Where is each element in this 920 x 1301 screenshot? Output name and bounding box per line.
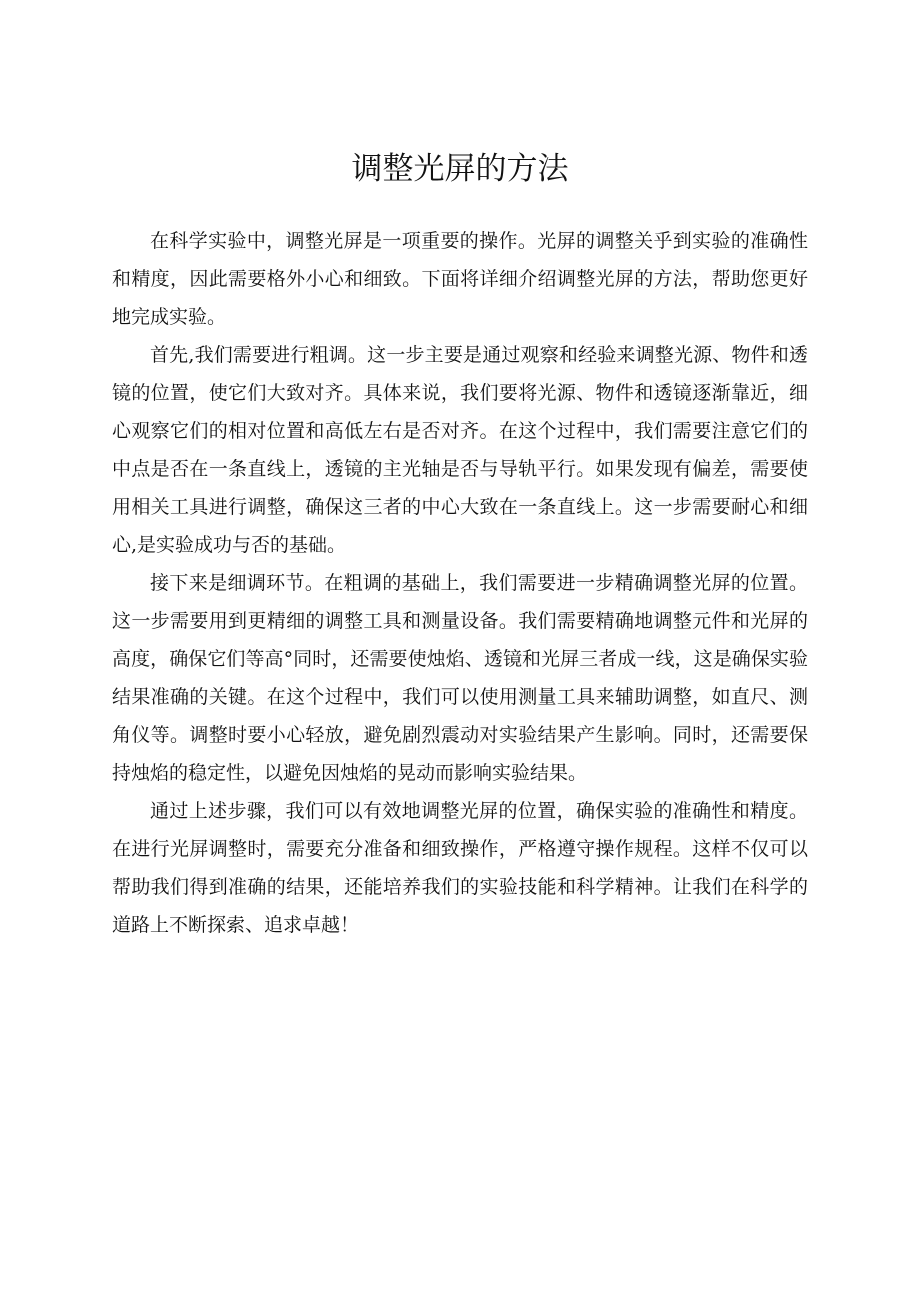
paragraph-fine-adjustment: 接下来是细调环节。在粗调的基础上，我们需要进一步精确调整光屏的位置。这一步需要用到更精细的调整工具和测量设备。我们需要精确地调整元件和光屏的高度，确保它们等高°同时，还需要使烛焰、透镜和光屏三者成一线，这是确保实验结果准确的关键。在这个过程中，我们可以使用测量工具来辅助调整，如直尺、测角仪等。调整时要小心轻放，避免剧烈震动对实验结果产生影响。同时，还需要保持烛焰的稳定性，以避免因烛焰的晃动而影响实验结果。 <box>112 572 808 784</box>
paragraph-conclusion: 通过上述步骤，我们可以有效地调整光屏的位置，确保实验的准确性和精度。在进行光屏调整时，需要充分准备和细致操作，严格遵守操作规程。这样不仅可以帮助我们得到准确的结果，还能培养我们的实验技能和科学精神。让我们在科学的道路上不断探索、追求卓越！ <box>112 800 808 936</box>
paragraph-coarse-adjustment: 首先,我们需要进行粗调。这一步主要是通过观察和经验来调整光源、物件和透镜的位置，使它们大致对齐。具体来说，我们要将光源、物件和透镜逐渐靠近，细心观察它们的相对位置和高低左右是否对齐。在这个过程中，我们需要注意它们的中点是否在一条直线上，透镜的主光轴是否与导轨平行。如果发现有偏差，需要使用相关工具进行调整，确保这三者的中心大致在一条直线上。这一步需要耐心和细心,是实验成功与否的基础。 <box>112 344 808 556</box>
paragraph-intro: 在科学实验中，调整光屏是一项重要的操作。光屏的调整关乎到实验的准确性和精度，因此需要格外小心和细致。下面将详细介绍调整光屏的方法，帮助您更好地完成实验。 <box>112 230 808 328</box>
document-body <box>112 222 808 944</box>
document-title: 调整光屏的方法 <box>351 150 569 187</box>
